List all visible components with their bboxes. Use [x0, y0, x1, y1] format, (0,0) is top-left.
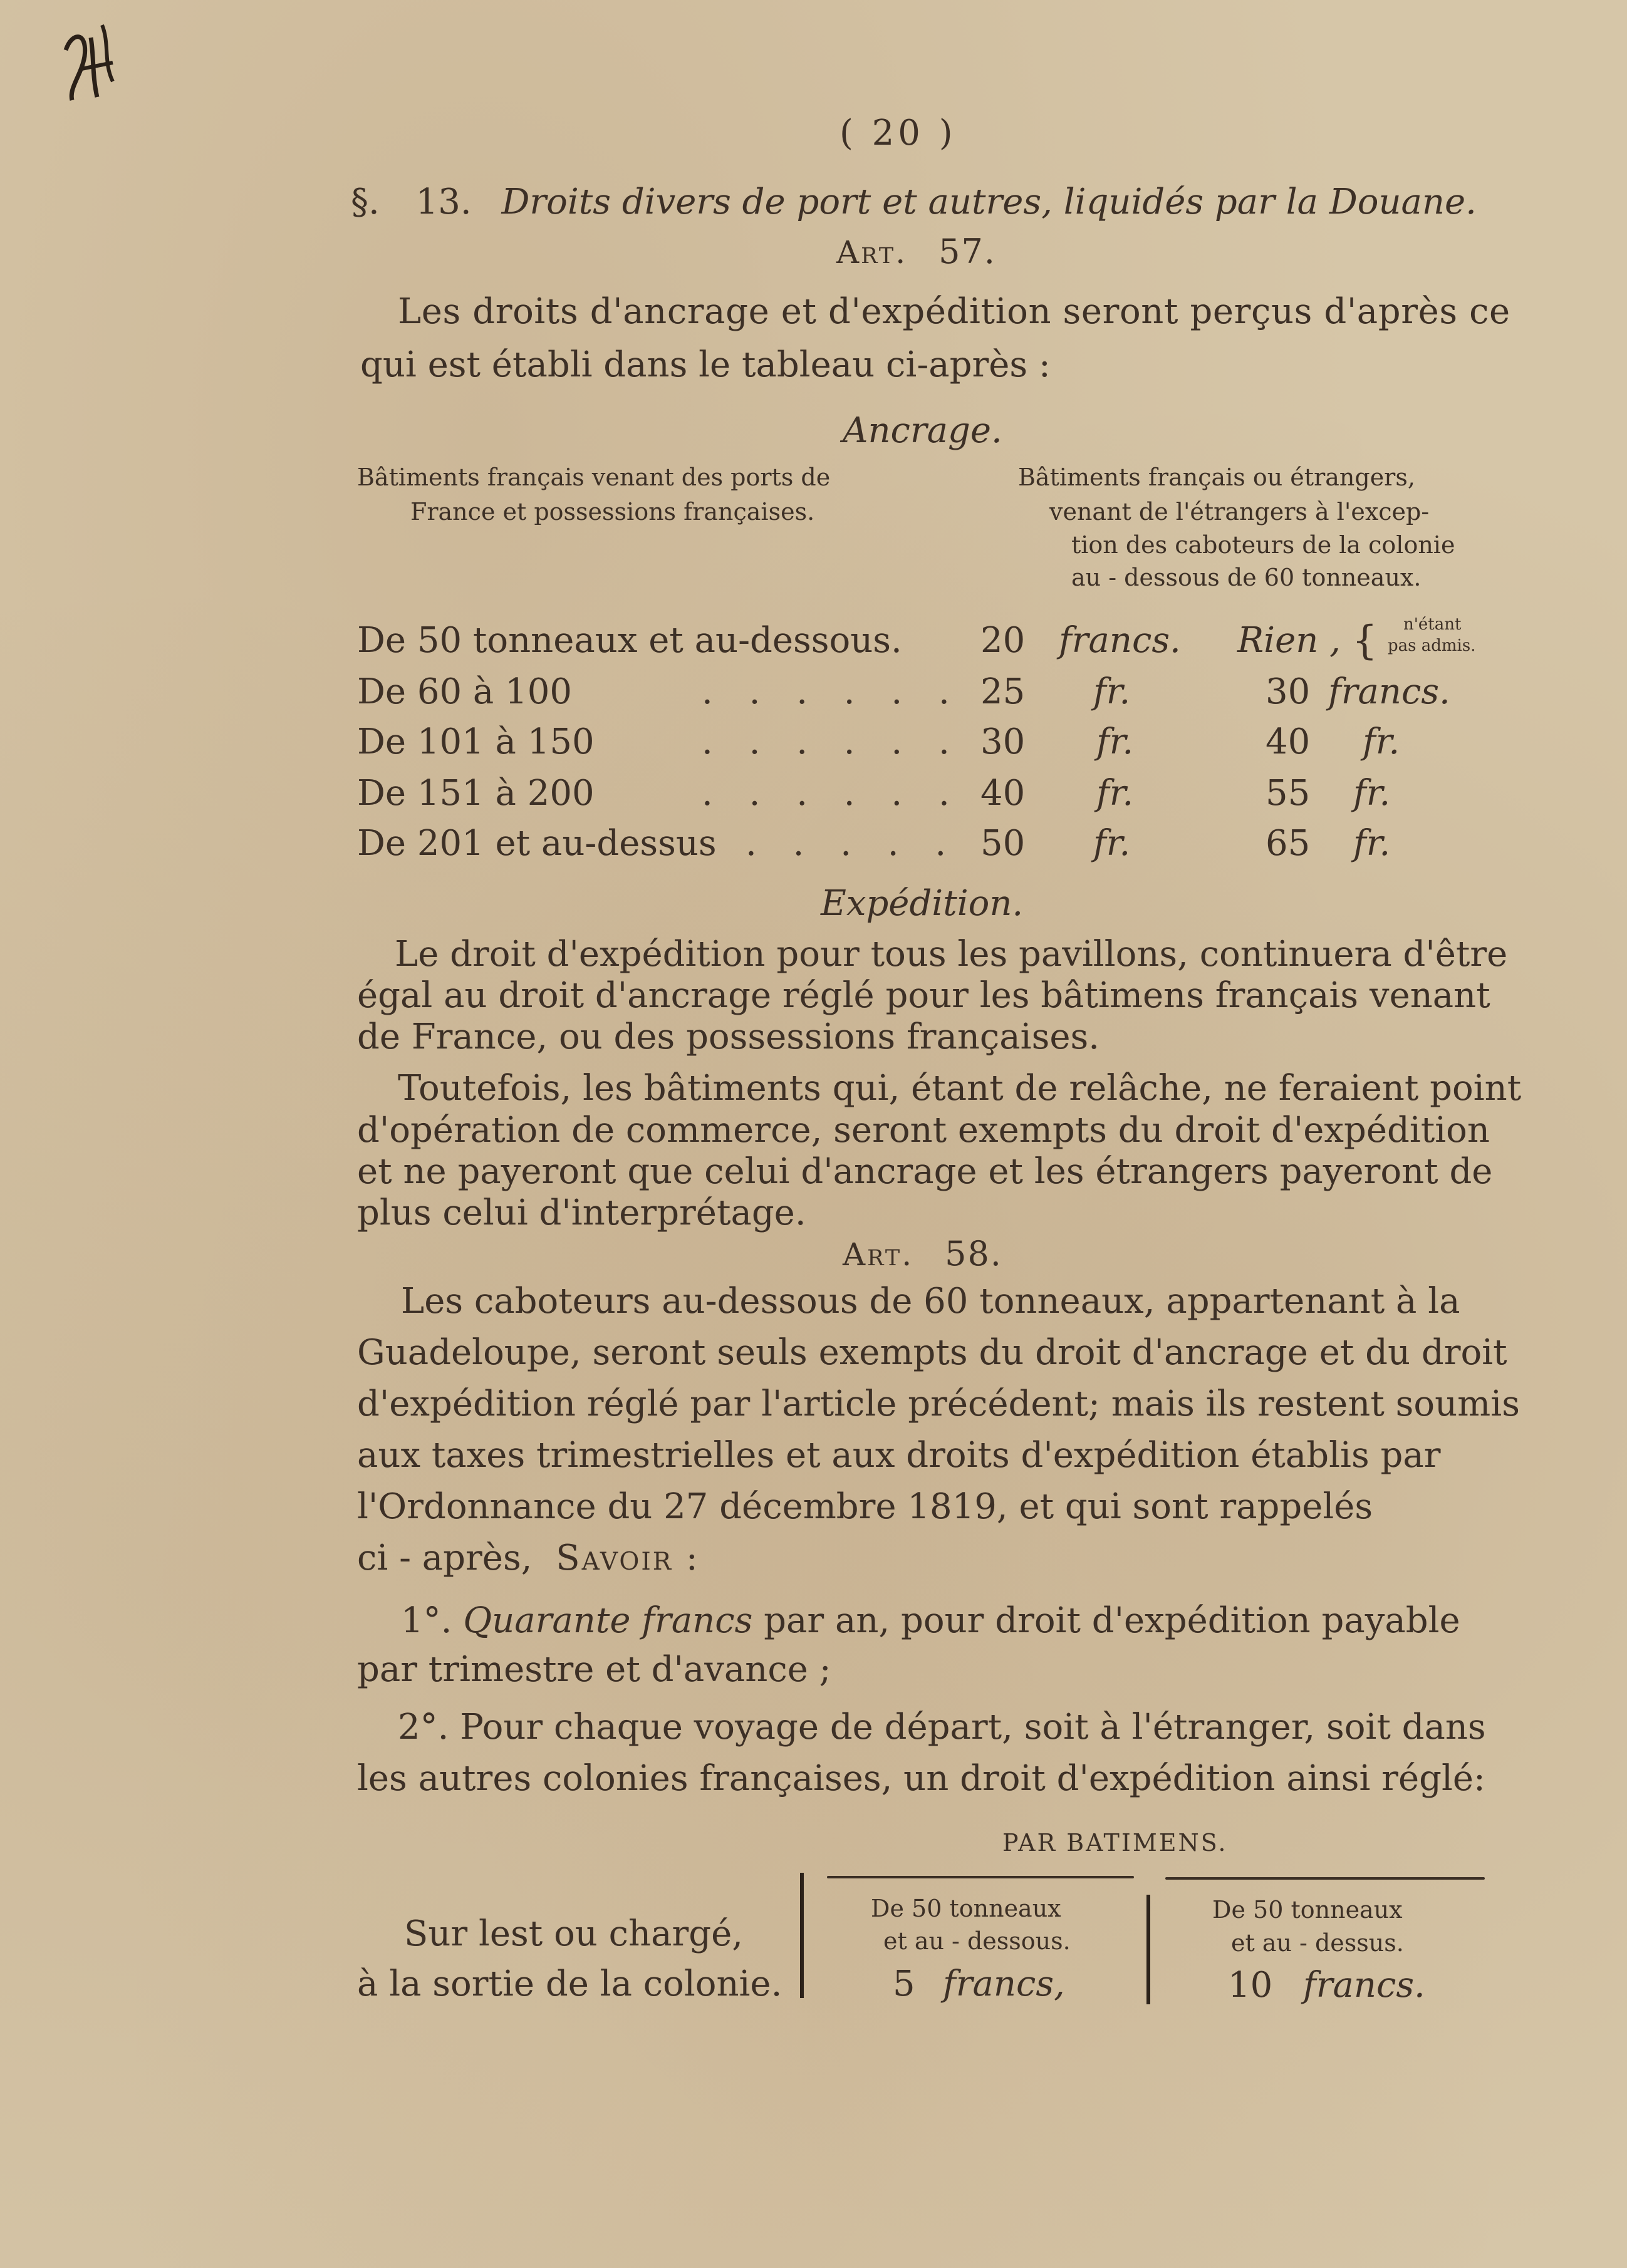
ancrage-row-label: De 201 et au-dessus: [357, 823, 717, 864]
section-symbol: §.: [351, 182, 380, 222]
ancrage-col-right-line4: au - dessous de 60 tonneaux.: [1071, 564, 1422, 591]
ancrage-col-right-line2: venant de l'étrangers à l'excep-: [1049, 498, 1430, 526]
ancrage-row-value1: 20: [980, 620, 1026, 661]
handwritten-margin-note: [53, 13, 122, 110]
ancrage-row-value2: 55: [1266, 773, 1311, 814]
article-number: 57.: [938, 232, 996, 271]
page-number: ( 20 ): [839, 113, 957, 153]
tarif-col2-unit: francs.: [1303, 1965, 1425, 2006]
ancrage-row-value2: 65: [1266, 823, 1311, 864]
article-label: Art.: [836, 234, 908, 271]
article-number: 58.: [945, 1234, 1002, 1273]
item1-number: 1°.: [401, 1600, 452, 1641]
ancrage-row-unit1: fr.: [1093, 823, 1131, 864]
section-heading: [351, 182, 1477, 222]
expedition-p1-line2: égal au droit d'ancrage réglé pour les bâtimens français venant: [357, 975, 1490, 1016]
item1-italic: Quarante francs: [463, 1600, 753, 1641]
art58-line4: aux taxes trimestrielles et aux droits d'expédition établis par: [357, 1435, 1441, 1476]
expedition-p2-line2: d'opération de commerce, seront exempts du droit d'expédition: [357, 1110, 1490, 1151]
ancrage-row-unit2: francs.: [1328, 671, 1450, 712]
art58-line5: l'Ordonnance du 27 décembre 1819, et qui sont rappelés: [357, 1486, 1373, 1527]
ancrage-col-right-line3: tion des caboteurs de la colonie: [1071, 531, 1455, 559]
article-57-heading: [836, 232, 996, 271]
art58-item1-line1: [401, 1600, 1460, 1641]
ancrage-row-value1: 30: [980, 722, 1026, 762]
art58-item1-line2: par trimestre et d'avance ;: [357, 1649, 831, 1690]
ancrage-row-brace: {: [1352, 618, 1378, 664]
art57-intro-line1: Les droits d'ancrage et d'expédition seront perçus d'après ce: [398, 291, 1510, 332]
art58-item2-line1: 2°. Pour chaque voyage de départ, soit à l'étranger, soit dans: [398, 1707, 1486, 1748]
ancrage-row-label: De 151 à 200: [357, 773, 595, 814]
art58-line3: d'expédition réglé par l'article précédent; mais ils restent soumis: [357, 1384, 1520, 1424]
art58-line6-start: ci - après,: [357, 1538, 533, 1578]
ancrage-row-value2: Rien ,: [1237, 620, 1341, 661]
ancrage-row-value1: 25: [980, 671, 1026, 712]
art58-savoir: Savoir :: [556, 1538, 700, 1578]
ancrage-row-unit1: francs.: [1059, 620, 1181, 661]
ancrage-row-label: De 101 à 150: [357, 722, 595, 762]
ancrage-row-value2: 40: [1266, 722, 1311, 762]
art58-item2-line2: les autres colonies françaises, un droit d'expédition ainsi réglé:: [357, 1758, 1485, 1799]
item1-rest: par an, pour droit d'expédition payable: [764, 1600, 1460, 1641]
art58-line1: Les caboteurs au-dessous de 60 tonneaux, appartenant à la: [401, 1281, 1460, 1322]
tarif-brace-right: [1165, 1877, 1485, 1880]
ancrage-row-unit2: fr.: [1353, 823, 1391, 864]
section-number: 13.: [415, 182, 472, 222]
tarif-vertical-rule-2: [1146, 1895, 1150, 2004]
ancrage-row-value1: 40: [980, 773, 1026, 814]
ancrage-row-note-line1: n'étant: [1403, 615, 1462, 634]
art58-line6: [357, 1538, 700, 1578]
expedition-p1-line1: Le droit d'expédition pour tous les pavillons, continuera d'être: [395, 934, 1508, 975]
tarif-col1-line2: et au - dessous.: [883, 1927, 1071, 1955]
art58-line2: Guadeloupe, seront seuls exempts du droit d'ancrage et du droit: [357, 1332, 1507, 1373]
tarif-left-line2: à la sortie de la colonie.: [357, 1964, 782, 2004]
tarif-col1-value: 5: [893, 1964, 915, 2004]
tarif-col1-unit: francs,: [943, 1964, 1065, 2004]
tarif-header: PAR BATIMENS.: [1002, 1829, 1228, 1856]
ancrage-col-left-line2: France et possessions françaises.: [410, 498, 815, 526]
ancrage-row-dots: . . . . .: [746, 823, 959, 864]
tarif-col2-line1: De 50 tonneaux: [1212, 1896, 1403, 1924]
ancrage-row-label: De 60 à 100: [357, 671, 572, 712]
ancrage-row-unit1: fr.: [1093, 671, 1131, 712]
tarif-col1-line1: De 50 tonneaux: [871, 1895, 1061, 1922]
ancrage-row-label: De 50 tonneaux et au-dessous.: [357, 620, 902, 661]
ancrage-col-left-line1: Bâtiments français venant des ports de: [357, 463, 831, 491]
expedition-p1-line3: de France, ou des possessions françaises.: [357, 1017, 1099, 1057]
article-label: Art.: [843, 1236, 914, 1273]
art57-intro-line2: qui est établi dans le tableau ci-après :: [360, 344, 1051, 385]
section-title: Droits divers de port et autres, liquidés par la Douane.: [501, 182, 1477, 222]
ancrage-row-dots: . . . . . .: [702, 671, 962, 712]
ancrage-title: Ancrage.: [843, 410, 1002, 451]
expedition-title: Expédition.: [821, 883, 1024, 924]
tarif-brace-left: [827, 1876, 1134, 1878]
expedition-p2-line1: Toutefois, les bâtiments qui, étant de relâche, ne feraient point: [398, 1068, 1522, 1109]
ancrage-row-unit2: fr.: [1363, 722, 1400, 762]
ancrage-row-dots: . . . . . .: [702, 773, 962, 814]
tarif-left-line1: Sur lest ou chargé,: [404, 1913, 744, 1954]
ancrage-col-right-line1: Bâtiments français ou étrangers,: [1018, 463, 1415, 491]
ancrage-row-note-line2: pas admis.: [1388, 636, 1476, 655]
ancrage-row-unit1: fr.: [1096, 773, 1134, 814]
expedition-p2-line3: et ne payeront que celui d'ancrage et les étrangers payeront de: [357, 1151, 1493, 1192]
ancrage-row-unit2: fr.: [1353, 773, 1391, 814]
article-58-heading: [843, 1234, 1002, 1273]
tarif-vertical-rule-1: [800, 1873, 804, 1998]
ancrage-row-unit1: fr.: [1096, 722, 1134, 762]
expedition-p2-line4: plus celui d'interprétage.: [357, 1193, 806, 1233]
tarif-col2-line2: et au - dessus.: [1231, 1929, 1404, 1957]
ancrage-row-dots: . . . . . .: [702, 722, 962, 762]
handwritten-note-glyph: [53, 13, 122, 110]
ancrage-row-value2: 30: [1266, 671, 1311, 712]
tarif-col2-value: 10: [1228, 1965, 1273, 2006]
ancrage-row-value1: 50: [980, 823, 1026, 864]
